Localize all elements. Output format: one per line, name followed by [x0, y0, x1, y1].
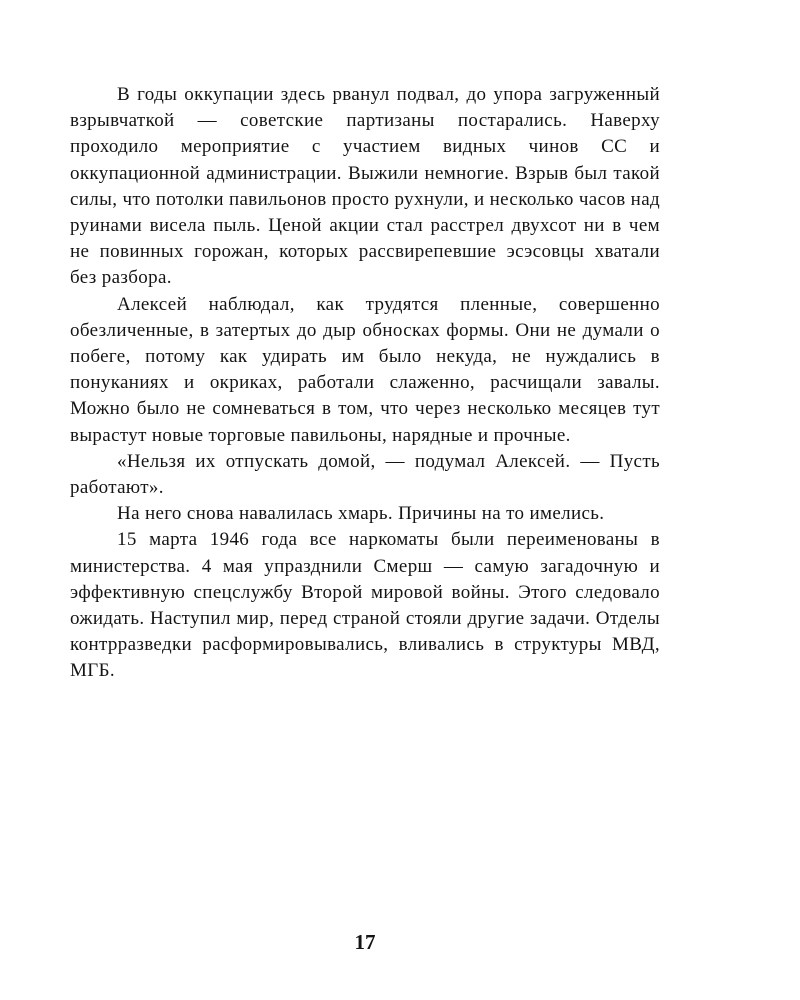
paragraph: Алексей наблюдал, как трудятся пленные, совершенно обезличенные, в затертых до дыр обносках формы. Они не думали о побеге, потому как удирать им было некуда, не нуждались в понуканиях и окриках, работали слаженно, расчищали завалы. Можно было не сомневаться в том, что через несколько месяцев тут вырастут новые торговые павильоны, нарядные и прочные.	[70, 293, 660, 446]
body-text	[70, 82, 660, 685]
paragraph: В годы оккупации здесь рванул подвал, до упора загруженный взрывчаткой — советские партизаны постарались. Наверху проходило мероприятие с участием видных чинов СС и оккупационной администрации. Выжили немногие. Взрыв был такой силы, что потолки павильонов просто рухнули, и несколько часов над руинами висела пыль. Ценой акции стал расстрел двухсот ни в чем не повинных горожан, которых рассвирепевшие эсэсовцы хватали без разбора.	[70, 84, 660, 289]
page-number: 17	[354, 930, 376, 954]
paragraph: «Нельзя их отпускать домой, — подумал Алексей. — Пусть работают».	[70, 450, 660, 499]
paragraph: На него снова навалилась хмарь. Причины на то имелись.	[117, 503, 605, 525]
paragraph: 15 марта 1946 года все наркоматы были переименованы в министерства. 4 мая упразднили Смерш — самую загадочную и эффективную спецслужбу Второй мировой войны. Этого следовало ожидать. Наступил мир, перед страной стояли другие задачи. Отделы контрразведки расформировывались, вливались в структуры МВД, МГБ.	[70, 529, 660, 682]
book-page	[70, 82, 660, 962]
